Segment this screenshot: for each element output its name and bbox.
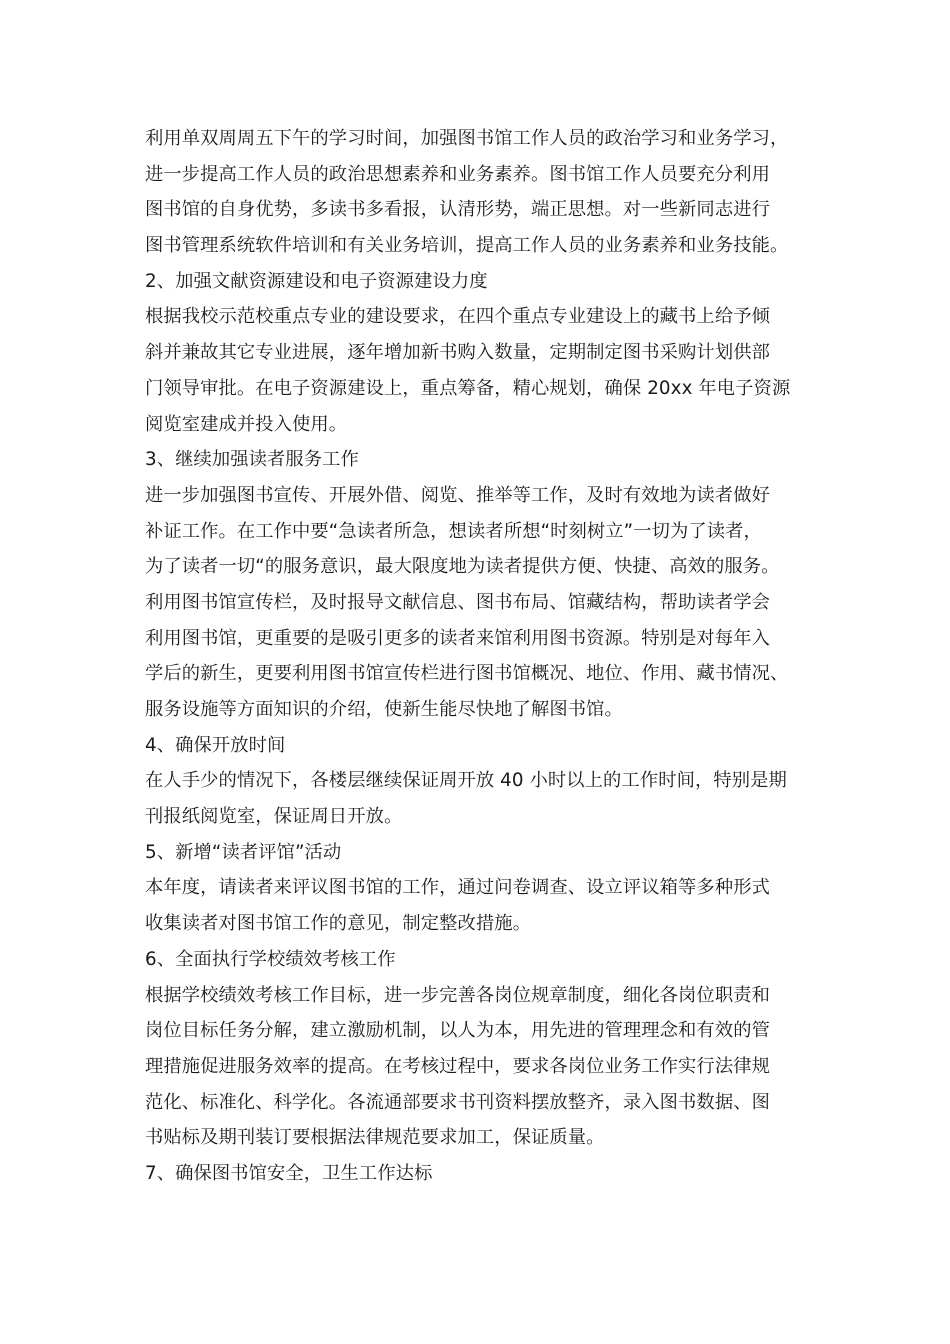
body-line: 刊报纸阅览室，保证周日开放。: [145, 806, 403, 828]
body-line: 岗位目标任务分解，建立激励机制，以人为本，用先进的管理理念和有效的管: [145, 1020, 770, 1042]
body-line: 利用图书馆，更重要的是吸引更多的读者来馆利用图书资源。特别是对每年入: [145, 627, 770, 649]
body-line: 收集读者对图书馆工作的意见，制定整改措施。: [145, 913, 532, 935]
body-line: 门领导审批。在电子资源建设上，重点筹备，精心规划，确保 20xx 年电子资源: [145, 377, 791, 399]
body-line: 书贴标及期刊装订要根据法律规范要求加工，保证质量。: [145, 1127, 605, 1149]
section-heading-6: 6、全面执行学校绩效考核工作: [145, 948, 396, 970]
body-line: 斜并兼故其它专业进展，逐年增加新书购入数量，定期制定图书采购计划供部: [145, 342, 770, 364]
body-line: 根据我校示范校重点专业的建设要求，在四个重点专业建设上的藏书上给予倾: [145, 306, 770, 328]
body-line: 补证工作。在工作中要“急读者所急，想读者所想“时刻树立”一切为了读者，: [145, 520, 762, 542]
section-heading-4: 4、确保开放时间: [145, 734, 286, 756]
body-line: 图书馆的自身优势，多读书多看报，认清形势，端正思想。对一些新同志进行: [145, 199, 770, 221]
body-line: 利用图书馆宣传栏，及时报导文献信息、图书布局、馆藏结构，帮助读者学会: [145, 591, 770, 613]
body-line: 阅览室建成并投入使用。: [145, 413, 348, 435]
body-line: 根据学校绩效考核工作目标，进一步完善各岗位规章制度，细化各岗位职责和: [145, 984, 770, 1006]
body-line: 本年度，请读者来评议图书馆的工作，通过问卷调查、设立评议箱等多种形式: [145, 877, 770, 899]
body-line: 进一步提高工作人员的政治思想素养和业务素养。图书馆工作人员要充分利用: [145, 163, 770, 185]
body-line: 图书管理系统软件培训和有关业务培训，提高工作人员的业务素养和业务技能。: [145, 235, 789, 257]
body-line: 为了读者一切“的服务意识，最大限度地为读者提供方便、快捷、高效的服务。: [145, 556, 780, 578]
section-heading-5: 5、新增“读者评馆”活动: [145, 841, 342, 863]
body-line: 在人手少的情况下，各楼层继续保证周开放 40 小时以上的工作时间，特别是期: [145, 770, 787, 792]
body-line: 进一步加强图书宣传、开展外借、阅览、推举等工作，及时有效地为读者做好: [145, 484, 770, 506]
section-heading-2: 2、加强文献资源建设和电子资源建设力度: [145, 270, 488, 292]
body-line: 范化、标准化、科学化。各流通部要求书刊资料摆放整齐，录入图书数据、图: [145, 1091, 770, 1113]
section-heading-3: 3、继续加强读者服务工作: [145, 449, 359, 471]
body-line: 利用单双周周五下午的学习时间，加强图书馆工作人员的政治学习和业务学习，: [145, 128, 789, 149]
body-line: 服务设施等方面知识的介绍，使新生能尽快地了解图书馆。: [145, 699, 623, 720]
document-body: [145, 121, 815, 1192]
body-line: 理措施促进服务效率的提高。在考核过程中，要求各岗位业务工作实行法律规: [145, 1055, 770, 1077]
body-line: 学后的新生，更要利用图书馆宣传栏进行图书馆概况、地位、作用、藏书情况、: [145, 663, 789, 685]
section-heading-7: 7、确保图书馆安全，卫生工作达标: [145, 1162, 433, 1184]
